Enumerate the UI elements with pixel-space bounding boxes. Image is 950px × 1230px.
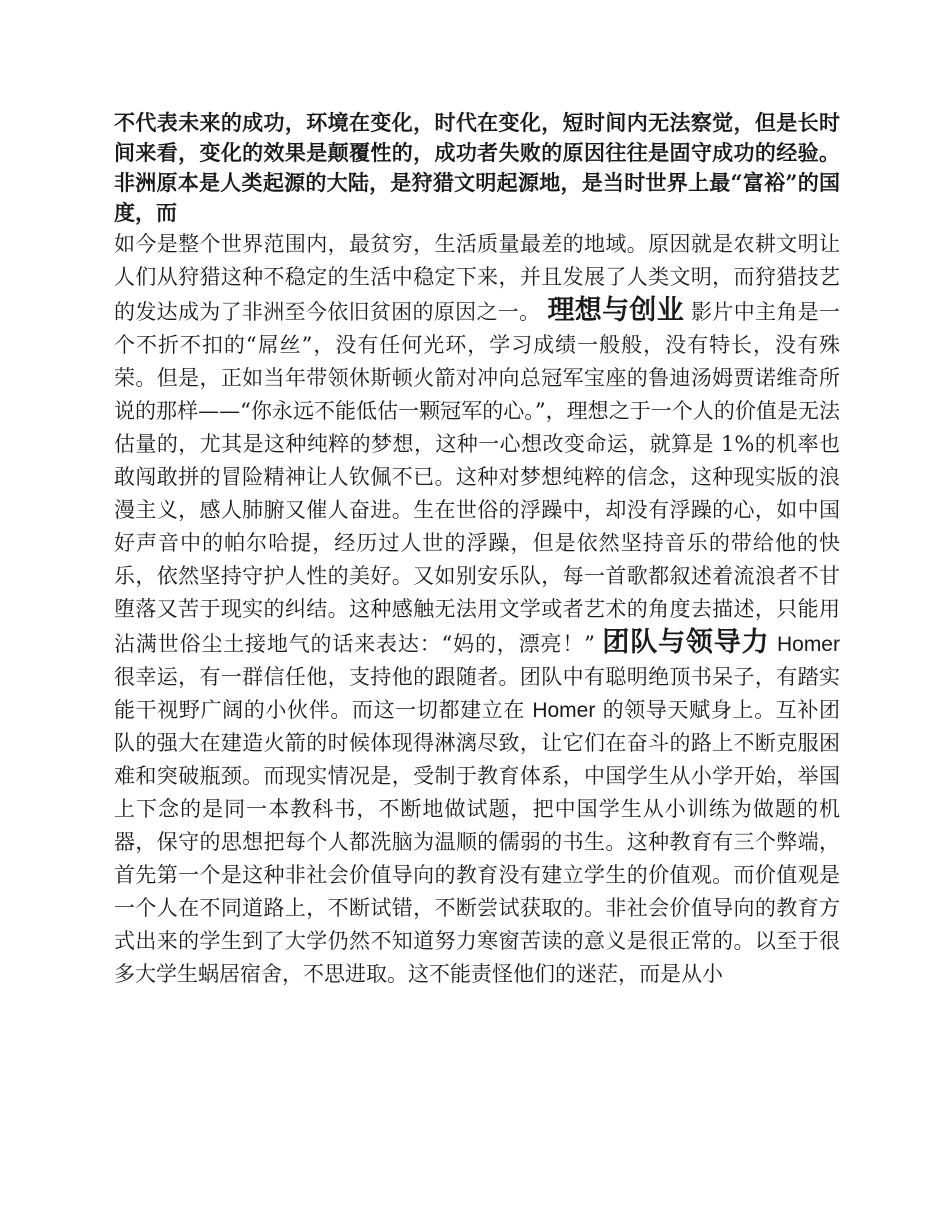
name-homer: Homer	[776, 633, 840, 656]
intro-bold-paragraph: 不代表未来的成功，环境在变化，时代在变化，短时间内无法察觉，但是长时间来看，变化的效果是颠覆性的，成功者失败的原因往往是固守成功的经验。非洲原本是人类起源的大陆，是狩猎文明起源地，是当时世界上最“富裕”的国度，而	[114, 110, 840, 225]
paragraph-agriculture: 如今是整个世界范围内，最贫穷，生活质量最差的地域。原因就是农耕文明让人们从狩猎这种不稳定的生活中稳定下来，并且发展了人类文明，而狩猎技艺的发达成为了非洲至今依旧贫困的原因之一。	[114, 232, 840, 324]
name-homer-2: Homer	[532, 699, 596, 722]
section-heading-ideal-entrepreneurship: 理想与创业	[547, 295, 685, 326]
paragraph-team-part2: 的领导天赋身上。互补团队的强大在建造火箭的时候体现得淋漓尽致，让它们在奋斗的路上不断克服困难和突破瓶颈。而现实情况是，受制于教育体系，中国学生从小学开始，举国上下念的是同一本教科书，不断地做试题，把中国学生从小训练为做题的机器，保守的思想把每个人都洗脑为温顺的儒弱的书生。这种教育有三个弊端，首先第一个是这种非社会价值导向的教育没有建立学生的价值观。而价值观是一个人在不同道路上，不断试错，不断尝试获取的。非社会价值导向的教育方式出来的学生到了大学仍然不知道努力寒窗苦读的意义是很正常的。以至于很多大学生蜗居宿舍，不思进取。这不能责怪他们的迷茫，而是从小	[114, 698, 840, 986]
body-text	[114, 228, 840, 991]
section-heading-team-leadership: 团队与领导力	[602, 627, 770, 658]
paragraph-ideal: 影片中主角是一个不折不扣的“屌丝”，没有任何光环，学习成绩一般般，没有特长，没有殊荣。但是，正如当年带领休斯顿火箭对冲向总冠军宝座的鲁迪汤姆贾诺维奇所说的那样——“你永远不能低估一颗冠军的心。”，理想之于一个人的价值是无法估量的，尤其是这种纯粹的梦想，这种一心想改变命运，就算是 1%的机率也敢闯敢拼的冒险精神让人钦佩不已。这种对梦想纯粹的信念，这种现实版的浪漫主义，感人肺腑又催人奋进。生在世俗的浮躁中，却没有浮躁的心，如中国好声音中的帕尔哈提，经历过人世的浮躁，但是依然坚持音乐的带给他的快乐，依然坚持守护人性的美好。又如别安乐队，每一首歌都叙述着流浪者不甘堕落又苦于现实的纠结。这种感触无法用文学或者艺术的角度去描述，只能用沾满世俗尘土接地气的话来表达：“妈的，漂亮！”	[114, 300, 840, 656]
document-page	[114, 108, 840, 991]
paragraph-team-part1: 很幸运，有一群信任他，支持他的跟随者。团队中有聪明绝顶书呆子，有踏实能干视野广阔的小伙伴。而这一切都建立在	[114, 665, 840, 722]
